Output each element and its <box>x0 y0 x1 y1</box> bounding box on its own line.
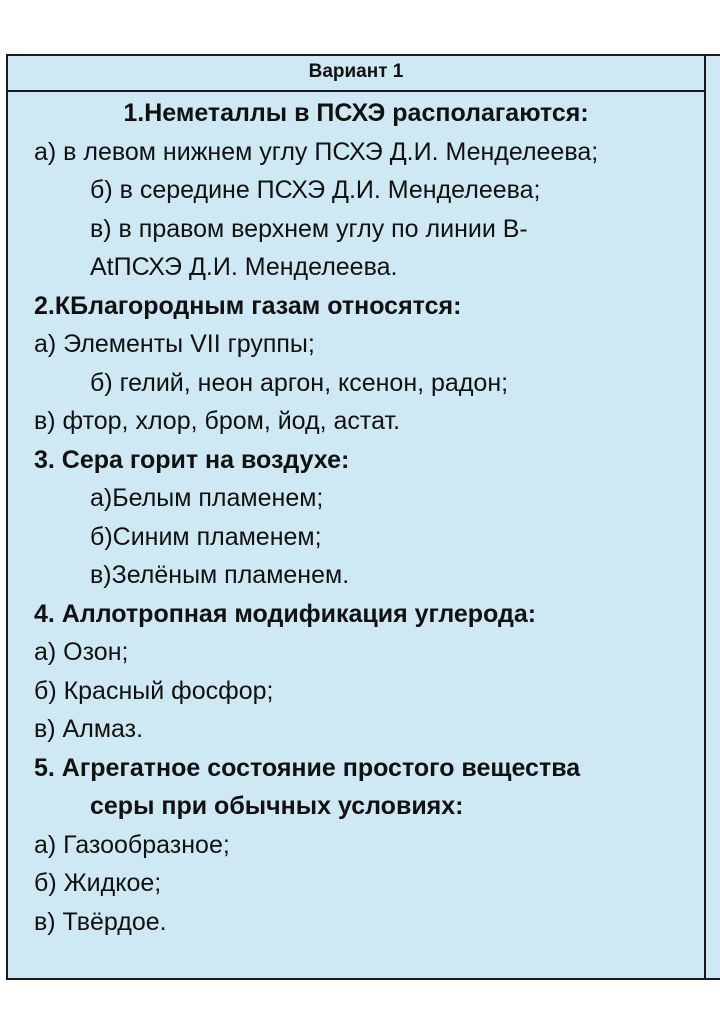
answer-option: в)Зелёным пламенем. <box>90 561 350 589</box>
answer-option: б)Синим пламенем; <box>90 522 322 551</box>
question-text: 5. Агрегатное состояние простого вещества <box>34 753 581 782</box>
answer-option: а) Газообразное; <box>34 830 230 859</box>
answer-option: а) Элементы VII группы; <box>34 330 315 358</box>
answer-option: в) в правом верхнем углу по линии В- <box>90 214 528 243</box>
test-card <box>6 54 706 980</box>
answer-option: б) гелий, неон аргон, ксенон, радон; <box>90 368 509 397</box>
question-list <box>8 92 704 941</box>
variant-header: Вариант 1 <box>8 56 704 92</box>
answer-option: в) Алмаз. <box>34 715 144 743</box>
adjacent-column-edge <box>706 54 720 980</box>
answer-option: в) Твёрдое. <box>34 907 167 936</box>
answer-option: б) Красный фосфор; <box>34 676 274 705</box>
question-text: 4. Аллотропная модификация углерода: <box>34 599 537 628</box>
answer-option: б) в середине ПСХЭ Д.И. Менделеева; <box>90 176 541 204</box>
answer-option: в) фтор, хлор, бром, йод, астат. <box>34 407 401 435</box>
answer-option: а)Белым пламенем; <box>90 484 324 512</box>
answer-option: AtПСХЭ Д.И. Менделеева. <box>90 253 398 281</box>
answer-option: а) Озон; <box>34 638 129 666</box>
question-text: 3. Сера горит на воздухе: <box>34 445 350 474</box>
answer-option: б) Жидкое; <box>34 869 162 897</box>
question-text: 2.КБлагородным газам относятся: <box>34 291 462 320</box>
question-text: серы при обычных условиях: <box>90 792 464 820</box>
question-text: 1.Неметаллы в ПСХЭ располагаются: <box>123 99 589 127</box>
answer-option: а) в левом нижнем углу ПСХЭ Д.И. Менделеева; <box>34 137 599 166</box>
